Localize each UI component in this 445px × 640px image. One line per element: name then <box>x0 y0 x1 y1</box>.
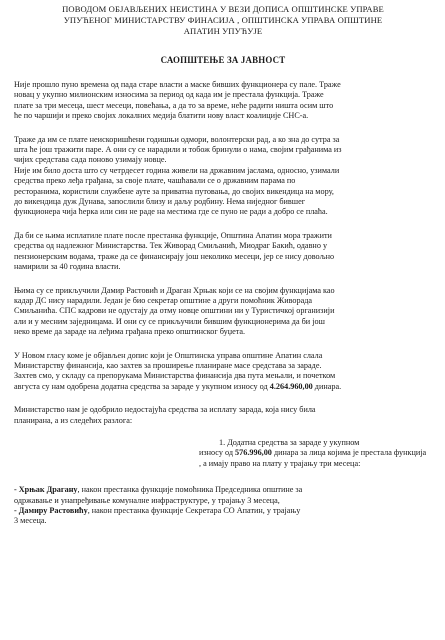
text-line: плате за три месеца, шест месеци, повећања, а да то за време, неће радити ништа осим што <box>14 100 334 110</box>
text-line: ће по чаршији и преко својих локалних медија блатити нову власт коалиције СНС-а. <box>14 111 309 121</box>
text-segment: , након престанка функције помоћника Председника општине за <box>77 485 303 495</box>
paragraph-4 <box>14 286 432 338</box>
text-line: , а имају право на плату у трајању три месеца: <box>199 458 361 468</box>
text-line: Да би се њима исплатиле плате после престанка функције, Општина Апатин мора тражити <box>14 230 332 240</box>
paragraph-5 <box>14 351 432 393</box>
person-name: - Дамиру Растовићу <box>14 506 88 515</box>
paragraph-1 <box>14 80 432 122</box>
title-line-3: АПАТИН УПУЋУЈЕ <box>183 26 263 36</box>
title-line-1: ПОВОДОМ ОБЈАВЉЕНИХ НЕИСТИНА У ВЕЗИ ДОПИСА ОПШТИНСКЕ УПРАВЕ <box>62 4 384 14</box>
paragraph-3 <box>14 231 432 273</box>
text-segment: динара. <box>312 381 342 391</box>
item-1-block <box>199 438 432 469</box>
text-line: ресторанима, користили службене аутe за приватна путовања, до својих викендица на мору, <box>14 186 334 196</box>
list-item <box>14 506 432 527</box>
text-line: до викендица дуж Дунава, запослили близу и даљу родбину. Нема ниједног бившег <box>14 197 306 207</box>
text-line: 3 месеца. <box>14 516 47 526</box>
text-line: намирили за 40 година власти. <box>14 262 121 272</box>
text-segment: динара за лица којима је престала функција <box>271 448 427 458</box>
text-line: шта ће још тражити паре. А они су се нарадили и тобож бринули о нама, својим грађанима из <box>14 145 342 155</box>
text-line: Није им било доста што су четрдесет година живели на државним јаслама, односно, узимали <box>14 165 340 175</box>
text-line: Министарству финансија, као захтев за проширење планиране масе средстава за зараде. <box>14 360 322 370</box>
text-line <box>14 485 432 495</box>
text-line: Није прошло пуно времена од пада старе власти а маске бивших функционера су пале. Траже <box>14 80 341 89</box>
text-line <box>14 382 432 392</box>
text-line: Смиљанића. СПС кадрови не одустају да отму новце општини ни у Туристичкој организији <box>14 306 335 316</box>
text-line: Њима су се прикључили Дамир Растовић и Драган Хрњак који се на својим функцијама као <box>14 285 335 295</box>
text-line: средства од надлежног Министарства. Тек Живорад Смиљанић, Миодраг Бакић, одавно у <box>14 241 328 251</box>
announcement-heading: САОПШТЕЊЕ ЗА ЈАВНОСТ <box>160 55 286 65</box>
text-line: Захтев смо, у складу са препорукама Министарства финансија два пута мењали, и почетком <box>14 371 336 381</box>
document-title <box>14 4 432 37</box>
text-line: У Новом гласу коме је објављен допис који је Општинска управа општине Апатин слала <box>14 350 323 360</box>
text-line: али и у месним заједницама. И они су се прикључили бившим функционерима да би још <box>14 316 325 326</box>
paragraph-6 <box>14 405 432 426</box>
text-line: 1. Додатна средства за зараде у укупном <box>219 437 360 447</box>
text-segment: , након престанка функције Секретара СО Апатин, у трајању <box>87 506 301 515</box>
text-line: функционера чија ћерка или син не раде на местима где се пуно не ради а добро се плаћа. <box>14 207 328 217</box>
paragraph-2 <box>14 135 432 218</box>
text-segment: августа су нам одобрена додатна средства за зараде у укупном износу од <box>14 381 270 391</box>
text-line: планирана, а из следећих разлога: <box>14 415 133 425</box>
text-line <box>199 448 432 458</box>
approved-amount: 4.264.960,00 <box>269 381 313 391</box>
text-line: Министарство нам је одобрило недостајућа средства за исплату зарада, која нису била <box>14 405 316 415</box>
text-line: пензионерским водама, траже да се финансирају још неколико месеци, јер се нису довољно <box>14 251 335 261</box>
item-1-amount: 576.996,00 <box>235 448 272 458</box>
text-line: кадар ДС нису нарадили. Један је био секретар општине а други помоћник Живорада <box>14 295 313 305</box>
text-line: Траже да им се плате неискоришћени годишњи одмори, волонтерски рад, а ко зна до сутра за <box>14 134 340 144</box>
text-line <box>14 506 432 516</box>
text-line: одржавање и унапређивање комуналне инфраструктуре, у трајању 3 месеца, <box>14 495 280 505</box>
text-line: неко време да зараде на леђима грађана преко општинског буџета. <box>14 327 246 337</box>
person-name: - Хрњак Драгану <box>14 485 78 495</box>
text-segment: износу од <box>199 448 236 458</box>
text-line: средства преко леђа грађана, за своје плате, чашћавали се о државним парама по <box>14 176 296 186</box>
text-line: новац у укупно милионским износима за период од када им је престала функција. Траже <box>14 90 324 100</box>
title-line-2: УПУЋЕНОГ МИНИСТАРСТВУ ФИНАСИЈА , ОПШТИНСКА УПРАВА ОПШТИНЕ <box>63 15 383 25</box>
text-line: чијих средстава сада поново узимају новце. <box>14 155 167 165</box>
list-item <box>14 485 432 506</box>
